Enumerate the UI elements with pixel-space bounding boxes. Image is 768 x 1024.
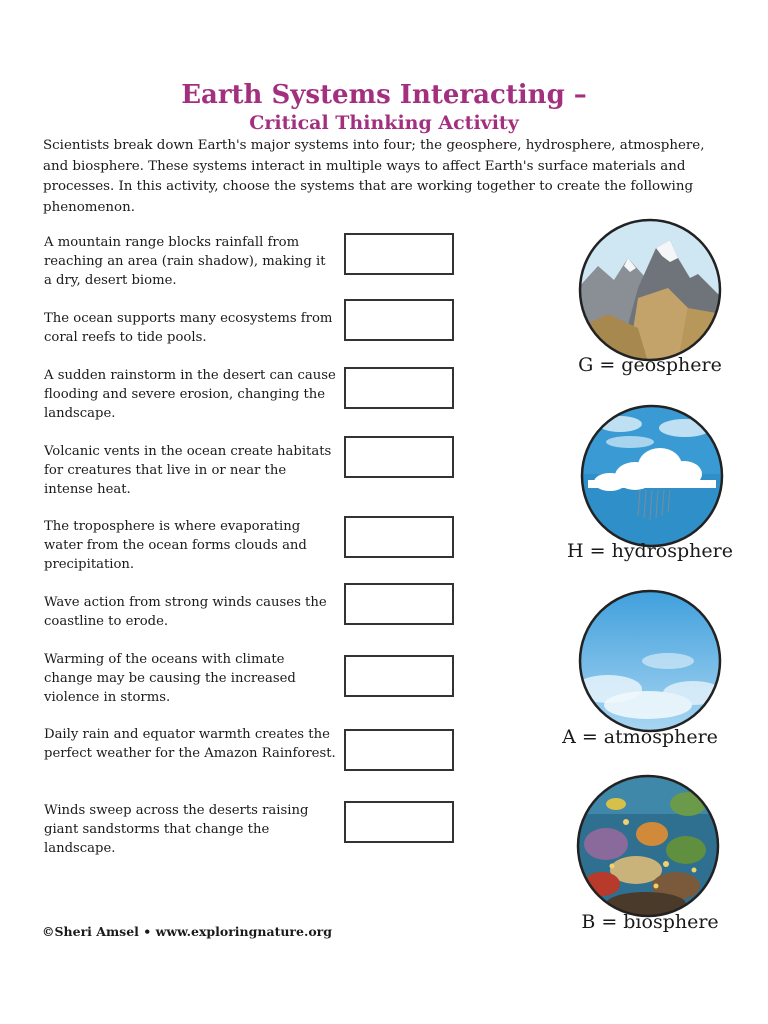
key-geosphere: G = geosphere [578, 354, 722, 376]
answer-box-8[interactable] [344, 729, 454, 771]
key-atmosphere: A = atmosphere [562, 726, 718, 748]
question-5: The troposphere is where evaporating water from the ocean forms clouds and precipitation. [44, 519, 307, 572]
answer-box-7[interactable] [344, 655, 454, 697]
question-7: Warming of the oceans with climate change may be causing the increased violence in storms. [44, 652, 296, 705]
question-4: Volcanic vents in the ocean create habitats for creatures that live in or near the intense heat. [44, 444, 332, 497]
question-2: The ocean supports many ecosystems from coral reefs to tide pools. [44, 311, 333, 345]
answer-box-6[interactable] [344, 583, 454, 625]
sky-icon [578, 589, 722, 733]
key-hydrosphere: H = hydrosphere [567, 540, 733, 562]
ocean-cloud-icon [580, 404, 724, 548]
footer-credit: ©Sheri Amsel • www.exploringnature.org [42, 924, 332, 939]
mountains-icon [578, 218, 722, 362]
answer-box-2[interactable] [344, 299, 454, 341]
answer-box-3[interactable] [344, 367, 454, 409]
answer-box-9[interactable] [344, 801, 454, 843]
key-biosphere: B = biosphere [581, 911, 719, 933]
page-subtitle: Critical Thinking Activity [249, 112, 519, 134]
answer-box-4[interactable] [344, 436, 454, 478]
intro-paragraph: Scientists break down Earth's major systems into four; the geosphere, hydrosphere, atmosphere, and biosphere. These systems interact in multiple ways to affect Earth's surface materials and processes. In this activity, choose the systems that are working together to create the following phenomenon. [43, 138, 705, 215]
coral-reef-icon [576, 774, 720, 918]
question-8: Daily rain and equator warmth creates the perfect weather for the Amazon Rainforest. [44, 727, 336, 761]
question-6: Wave action from strong winds causes the coastline to erode. [44, 595, 327, 629]
question-1: A mountain range blocks rainfall from reaching an area (rain shadow), making it a dry, desert biome. [44, 235, 326, 288]
page-title: Earth Systems Interacting – [181, 80, 587, 110]
answer-box-5[interactable] [344, 516, 454, 558]
question-3: A sudden rainstorm in the desert can cause flooding and severe erosion, changing the landscape. [44, 368, 336, 421]
question-9: Winds sweep across the deserts raising giant sandstorms that change the landscape. [44, 803, 309, 856]
answer-box-1[interactable] [344, 233, 454, 275]
